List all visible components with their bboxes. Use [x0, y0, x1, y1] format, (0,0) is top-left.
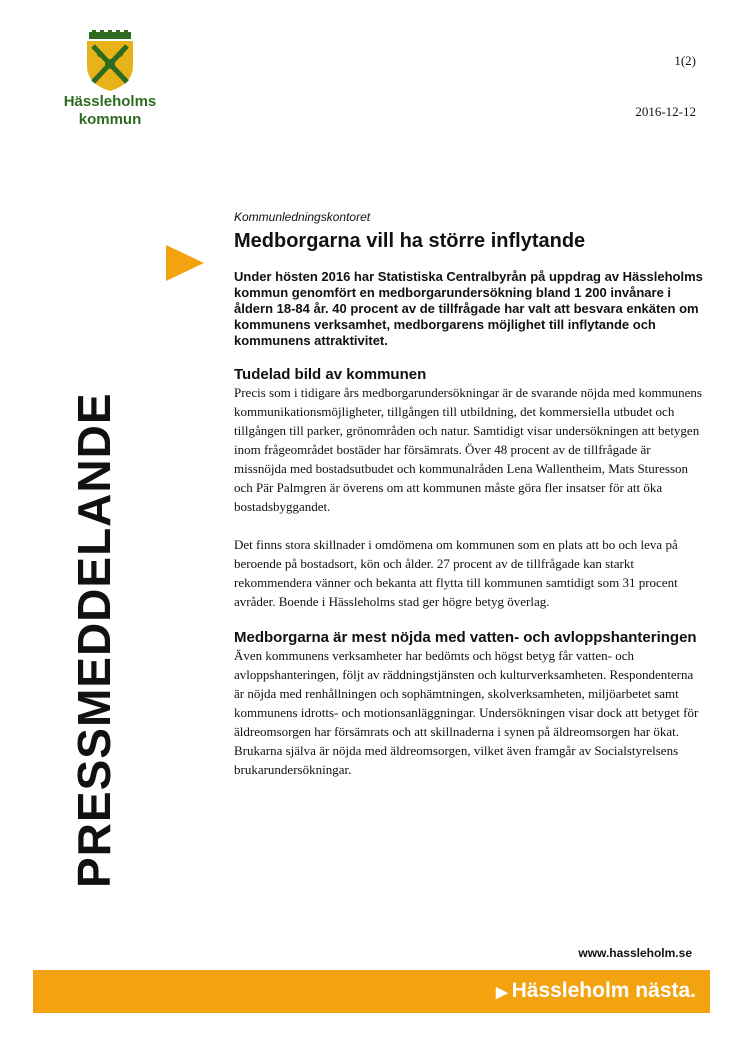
article: [234, 210, 704, 798]
slogan: [496, 979, 696, 1003]
side-title-text: PRESSMEDDELANDE: [68, 392, 120, 888]
logo-name-line2: kommun: [78, 111, 142, 128]
section-2-paragraph-1: Även kommunens verksamheter har bedömts och högst betyg får vatten- och avloppshanteringen, följt av räddningstjänsten och kulturverksamheten. Respondenterna är nöjda med renhållningen och sophämtningen, skolverksamheten, miljöarbetet samt kommunens idrotts- och motionsanläggningar. Undersökningen visar dock att betyget för äldreomsorgen har försämrats och att skillnaderna i synen på äldreomsorgen har ökat. Brukarna själva är nöjda med äldreomsorgen, vilket även framgår av Socialstyrelsens brukarundersökningar.: [234, 648, 699, 777]
section-1-paragraph-1: Precis som i tidigare års medborgarundersökningar är de svarande nöjda med kommunens kommunikationsmöjligheter, tillgången till utbildning, det kommersiella utbudet och tillgången till parker, grönområden och natur. Samtidigt visar undersökningen att betygen inom frågeområdet bostäder har försämrats. Över 48 procent av de tillfrågade är missnöjda med bostadsutbudet och kommunalråden Lena Wallentheim, Mats Sturesson och Pär Palmgren är överens om att kommunen måste göra fler insatser för att öka bostadsbyggandet.: [234, 385, 702, 514]
article-lead: Under hösten 2016 har Statistiska Centralbyrån på uppdrag av Hässleholms kommun genomfört en medborgarundersökning bland 1 200 invånare i åldern 18-84 år. 40 procent av de tillfrågade har valt att besvara enkäten om kommunens verksamhet, medborgarens möjlighet till inflytande och kommunens attraktivitet.: [234, 269, 703, 348]
document-date: 2016-12-12: [635, 104, 696, 119]
page-number: 1(2): [674, 53, 696, 68]
section-1-paragraph-2: Det finns stora skillnader i omdömena om kommunen som en plats att bo och leva på beroende på bostadsort, kön och ålder. 27 procent av de tillfrågade kan starkt rekommendera vänner och bekanta att flytta till kommunen samtidigt som 31 procent avråder. Boende i Hässleholms stad ger högre betyg överlag.: [234, 537, 678, 609]
section-heading-2: Medborgarna är mest nöjda med vatten- och avloppshanteringen: [234, 629, 697, 646]
triangle-arrow-icon: [166, 245, 204, 281]
footer-bar: [33, 970, 710, 1013]
play-arrow-icon: ▶: [496, 984, 508, 1001]
logo-name-line1: Hässleholms: [63, 93, 157, 110]
municipality-logo: [60, 30, 160, 128]
department-label: Kommunledningskontoret: [234, 210, 371, 224]
section-heading-1: Tudelad bild av kommunen: [234, 366, 427, 383]
website-link[interactable]: www.hassleholm.se: [578, 946, 692, 960]
article-title: Medborgarna vill ha större inflytande: [234, 230, 586, 252]
coat-of-arms-icon: [83, 30, 137, 92]
slogan-text: Hässleholm nästa.: [511, 979, 696, 1002]
side-title: [67, 238, 127, 888]
